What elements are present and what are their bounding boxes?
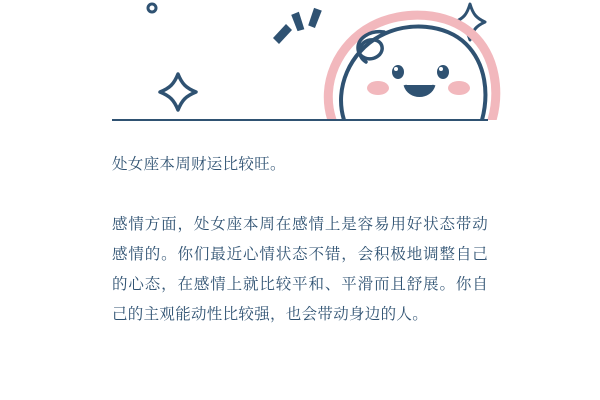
- burst-rays-icon: [273, 7, 322, 44]
- article-body: [112, 150, 488, 330]
- sparkle-dot-icon: [148, 4, 156, 12]
- mascot-shell-outline: [328, 15, 495, 120]
- paragraph-1: 处女座本周财运比较旺。: [112, 156, 286, 173]
- mascot-illustration-svg: [0, 0, 600, 120]
- paragraph-2: 感情方面，处女座本周在感情上是容易用好状态带动感情的。你们最近心情状态不错，会积极地调整自己的心态，在感情上就比较平和、平滑而且舒展。你自己的主观能动性比较强，也会带动身边的人。: [112, 216, 488, 323]
- illustration-area: [0, 0, 600, 120]
- horizontal-rule: [112, 119, 488, 121]
- mascot-left-eye: [392, 65, 404, 79]
- mascot-right-cheek: [448, 81, 470, 95]
- mascot-right-eye-glint: [439, 67, 443, 71]
- mascot-right-eye: [437, 65, 449, 79]
- mascot-left-eye-glint: [394, 67, 398, 71]
- mascot-body-outline: [341, 27, 485, 120]
- sparkle-left-star-icon: [160, 74, 196, 110]
- mascot-left-cheek: [367, 81, 389, 95]
